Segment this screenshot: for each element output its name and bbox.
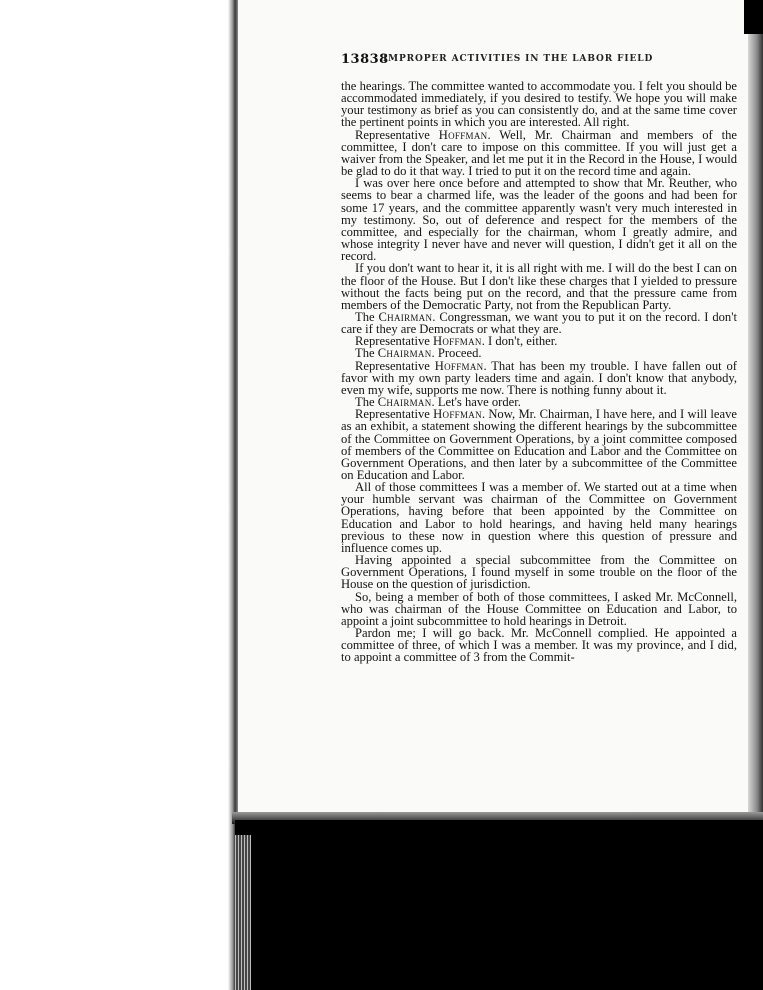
paragraph-text: The (355, 346, 378, 361)
paragraph-text: Representative (355, 358, 435, 373)
running-header (341, 52, 741, 68)
scan-dark-background (235, 820, 763, 990)
paragraph-text: Representative (355, 127, 439, 142)
paragraph-text: Pardon me; I will go back. Mr. McConnell complied. He appointed a committee of three, of which I was a member. It was my province, and I did, to appoint a committee of 3 from the Commit- (341, 626, 737, 665)
transcript-body (341, 80, 737, 664)
scan-left-margin (0, 0, 235, 990)
paragraph-text: . Let's have order. (431, 395, 521, 410)
paragraph-text: All of those committees I was a member of. We started out at a time when your humble servant was chairman of the Committee on Government Operations, having before that been appointed by the Committee on Education and Labor to hold hearings, and having held many hearings previous to these now in question where this question of pressure and influence comes up. (341, 480, 737, 555)
paragraph-text: . I don't, either. (481, 334, 558, 349)
paragraph-text: Representative (355, 334, 433, 349)
speaker-name: Chairman (378, 309, 433, 324)
paragraph-text: Representative (355, 407, 434, 422)
speaker-name: Chairman (377, 346, 432, 361)
speaker-name: Hoffman (438, 127, 488, 142)
transcript-paragraph (341, 360, 737, 396)
paragraph-text: . Congressman, we want you to put it on the record. I don't care if they are Democrats or what they are. (341, 309, 737, 337)
paragraph-text: I was over here once before and attempted to show that Mr. Reuther, who seems to bear a charmed life, was the leader of the goons and had been for some 17 years, and the committee apparently wasn't very much interested in my testimony. So, out of deference and respect for the members of the committee, and especially for the chairman, whom I greatly admire, and whose integrity I never have and never will question, I didn't get it all on the record. (341, 176, 737, 264)
paragraph-text: The (355, 309, 379, 324)
paragraph-text: . Proceed. (431, 346, 482, 361)
speaker-name: Hoffman (434, 358, 484, 373)
transcript-paragraph (341, 129, 737, 178)
speaker-name: Hoffman (433, 407, 482, 422)
transcript-paragraph (341, 177, 737, 262)
paragraph-text: . Well, Mr. Chairman and members of the committee, I don't care to impose on this committee. If you will just get a waiver from the Speaker, and let me put it in the Record in the House, I would be glad to do it that way. I tried to put it on the record time and again. (341, 127, 737, 179)
paragraph-text: So, being a member of both of those committees, I asked Mr. McConnell, who was chairman of the House Committee on Education and Labor, to appoint a joint subcommittee to hold hearings in Detroit. (341, 589, 737, 628)
book-binding-strip (235, 835, 251, 990)
transcript-paragraph (341, 80, 737, 129)
paragraph-text: . That has been my trouble. I have fallen out of favor with my own party leaders time and again. I don't know that anybody, even my wife, supports me now. There is nothing funny about it. (341, 358, 737, 397)
transcript-paragraph (341, 408, 737, 481)
paragraph-text: The (355, 395, 378, 410)
paragraph-text: Having appointed a special subcommittee from the Committee on Government Operations, I found myself in some trouble on the floor of the House on the question of jurisdiction. (341, 553, 737, 592)
transcript-paragraph (341, 627, 737, 663)
transcript-paragraph (341, 591, 737, 627)
speaker-name: Chairman (377, 395, 432, 410)
transcript-paragraph (341, 481, 737, 554)
transcript-paragraph (341, 262, 737, 311)
paragraph-text: . Now, Mr. Chairman, I have here, and I will leave as an exhibit, a statement showing the different hearings by the subcommittee of the Committee on Government Operations, by a joint committee composed of members of the Committee on Education and Labor and the Committee on Government Operations, and then later by a subcommittee of the Committee on Education and Labor. (341, 407, 737, 482)
paragraph-text: the hearings. The committee wanted to accommodate you. I felt you should be accommodated immediately, if you desired to testify. We hope you will make your testimony as brief as you can consistently do, and at the same time cover the pertinent points in which you are interested. All right. (341, 79, 737, 130)
transcript-paragraph (341, 311, 737, 335)
transcript-paragraph (341, 554, 737, 590)
running-title: IMPROPER ACTIVITIES IN THE LABOR FIELD (383, 54, 654, 64)
paragraph-text: If you don't want to hear it, it is all right with me. I will do the best I can on the floor of the House. But I don't like these charges that I yielded to pressure without the facts being put on the record, and that the pressure came from members of the Democratic Party, not from the Republican Party. (341, 261, 737, 312)
page-right-edge (748, 0, 763, 820)
scan-corner-shadow (744, 0, 763, 34)
speaker-name: Hoffman (432, 334, 482, 349)
page-number: 13838 (341, 52, 389, 67)
